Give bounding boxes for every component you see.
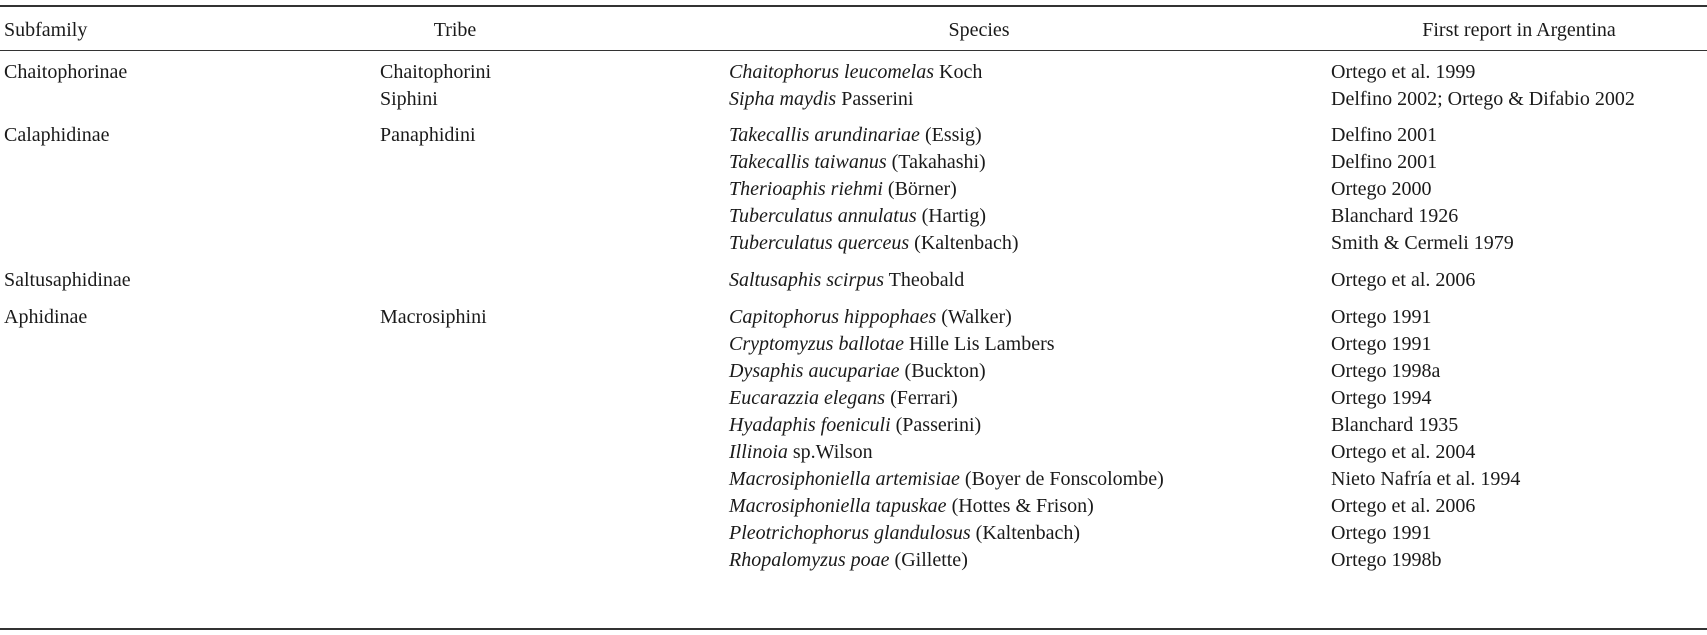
tribe-cell: Siphini xyxy=(380,88,438,110)
first-report-cell: Ortego 1998a xyxy=(1331,360,1441,382)
species-name: Takecallis arundinariae xyxy=(729,124,920,146)
species-cell xyxy=(729,58,982,86)
species-cell xyxy=(729,465,1164,493)
species-cell xyxy=(729,411,981,439)
species-cell xyxy=(729,303,1012,331)
subfamily-cell: Saltusaphidinae xyxy=(4,269,131,291)
table-header-row xyxy=(0,16,1707,44)
first-report-cell: Ortego 1991 xyxy=(1331,522,1432,544)
species-name: Therioaphis riehmi xyxy=(729,178,883,200)
first-report-cell: Ortego 1994 xyxy=(1331,387,1432,409)
species-name: Dysaphis aucupariae xyxy=(729,360,900,382)
table-row xyxy=(0,148,1707,176)
first-report-cell: Ortego 2000 xyxy=(1331,178,1432,200)
species-author: (Takahashi) xyxy=(886,151,986,173)
subfamily-cell: Aphidinae xyxy=(4,306,88,328)
first-report-cell: Nieto Nafría et al. 1994 xyxy=(1331,468,1521,490)
table-row xyxy=(0,303,1707,331)
table-row xyxy=(0,465,1707,493)
first-report-cell: Blanchard 1926 xyxy=(1331,205,1459,227)
species-cell xyxy=(729,175,957,203)
species-name: Sipha maydis xyxy=(729,88,837,110)
species-name: Tuberculatus querceus xyxy=(729,232,910,254)
species-author: (Hartig) xyxy=(916,205,987,227)
header-subfamily: Subfamily xyxy=(4,19,88,41)
table-row xyxy=(0,546,1707,574)
species-name: Tuberculatus annulatus xyxy=(729,205,917,227)
table-row xyxy=(0,175,1707,203)
table-row xyxy=(0,121,1707,149)
species-cell xyxy=(729,492,1094,520)
species-author: Passerini xyxy=(836,88,914,110)
table-bottom-rule xyxy=(0,628,1707,630)
species-author: Koch xyxy=(934,61,983,83)
species-cell xyxy=(729,229,1019,257)
species-name: Takecallis taiwanus xyxy=(729,151,887,173)
table-row xyxy=(0,519,1707,547)
table-row xyxy=(0,229,1707,257)
species-cell xyxy=(729,148,986,176)
table-row xyxy=(0,438,1707,466)
species-author: (Börner) xyxy=(882,178,957,200)
first-report-cell: Ortego et al. 2004 xyxy=(1331,441,1476,463)
first-report-cell: Blanchard 1935 xyxy=(1331,414,1459,436)
species-author: Theobald xyxy=(884,269,965,291)
species-author: (Kaltenbach) xyxy=(909,232,1019,254)
species-name: Macrosiphoniella tapuskae xyxy=(729,495,947,517)
species-name: Capitophorus hippophaes xyxy=(729,306,937,328)
first-report-cell: Ortego 1991 xyxy=(1331,306,1432,328)
table-row xyxy=(0,202,1707,230)
first-report-cell: Ortego 1991 xyxy=(1331,333,1432,355)
species-author: (Walker) xyxy=(936,306,1012,328)
species-cell xyxy=(729,519,1080,547)
species-cell xyxy=(729,357,986,385)
table-header-rule xyxy=(0,50,1707,51)
first-report-cell: Ortego 1998b xyxy=(1331,549,1442,571)
species-author: (Ferrari) xyxy=(885,387,958,409)
first-report-cell: Delfino 2002; Ortego & Difabio 2002 xyxy=(1331,88,1635,110)
species-name: Chaitophorus leucomelas xyxy=(729,61,934,83)
first-report-cell: Smith & Cermeli 1979 xyxy=(1331,232,1514,254)
first-report-cell: Delfino 2001 xyxy=(1331,151,1438,173)
subfamily-cell: Calaphidinae xyxy=(4,124,110,146)
header-tribe: Tribe xyxy=(433,19,477,41)
species-cell xyxy=(729,384,958,412)
header-species: Species xyxy=(948,19,1010,41)
table-row xyxy=(0,411,1707,439)
species-author: (Buckton) xyxy=(899,360,986,382)
species-name: Macrosiphoniella artemisiae xyxy=(729,468,960,490)
table-row xyxy=(0,357,1707,385)
species-cell xyxy=(729,121,982,149)
species-author: (Hottes & Frison) xyxy=(946,495,1094,517)
species-cell xyxy=(729,266,964,294)
tribe-cell: Macrosiphini xyxy=(380,306,487,328)
table-row xyxy=(0,384,1707,412)
first-report-cell: Ortego et al. 1999 xyxy=(1331,61,1476,83)
table-row xyxy=(0,85,1707,113)
species-name: Hyadaphis foeniculi xyxy=(729,414,891,436)
species-cell xyxy=(729,85,913,113)
species-name: Eucarazzia elegans xyxy=(729,387,886,409)
species-author: (Kaltenbach) xyxy=(970,522,1081,544)
species-name: Rhopalomyzus poae xyxy=(729,549,890,571)
subfamily-cell: Chaitophorinae xyxy=(4,61,128,83)
tribe-cell: Panaphidini xyxy=(380,124,476,146)
species-author: (Gillette) xyxy=(889,549,968,571)
species-author: sp.Wilson xyxy=(787,441,873,463)
table-row xyxy=(0,58,1707,86)
species-author: (Boyer de Fonscolombe) xyxy=(959,468,1164,490)
species-cell xyxy=(729,202,986,230)
table-row xyxy=(0,266,1707,294)
species-name: Cryptomyzus ballotae xyxy=(729,333,904,355)
species-cell xyxy=(729,546,968,574)
species-cell xyxy=(729,438,873,466)
species-author: (Passerini) xyxy=(890,414,982,436)
first-report-cell: Ortego et al. 2006 xyxy=(1331,269,1476,291)
table-row xyxy=(0,492,1707,520)
species-name: Saltusaphis scirpus xyxy=(729,269,885,291)
first-report-cell: Delfino 2001 xyxy=(1331,124,1438,146)
first-report-cell: Ortego et al. 2006 xyxy=(1331,495,1476,517)
species-author: Hille Lis Lambers xyxy=(904,333,1055,355)
header-first-report: First report in Argentina xyxy=(1422,19,1616,41)
species-name: Illinoia xyxy=(729,441,788,463)
table-top-rule xyxy=(0,5,1707,7)
species-name: Pleotrichophorus glandulosus xyxy=(729,522,971,544)
table-row xyxy=(0,330,1707,358)
tribe-cell: Chaitophorini xyxy=(380,61,492,83)
species-cell xyxy=(729,330,1055,358)
species-author: (Essig) xyxy=(919,124,982,146)
